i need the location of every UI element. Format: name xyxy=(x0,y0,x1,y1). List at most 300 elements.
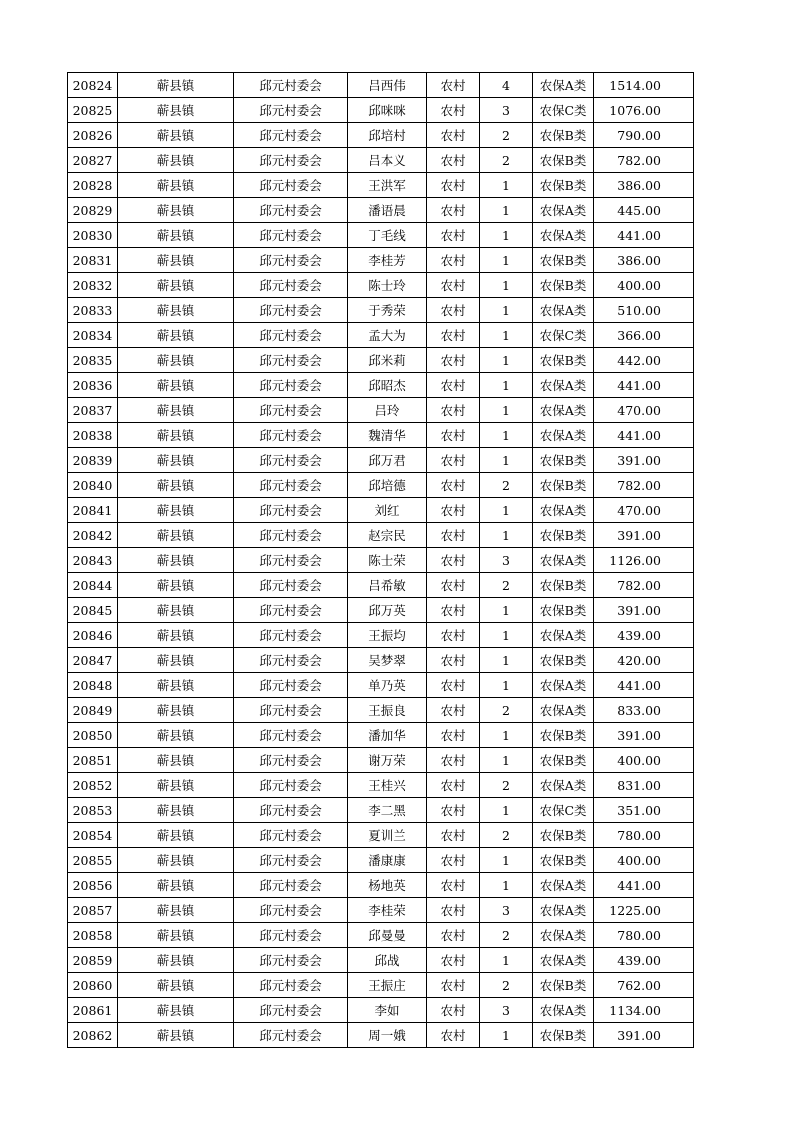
town-cell: 蕲县镇 xyxy=(118,473,234,498)
record-id-cell: 20859 xyxy=(68,948,118,973)
insurance-category-cell: 农保A类 xyxy=(533,623,594,648)
member-count-cell: 2 xyxy=(480,823,533,848)
record-id-cell: 20858 xyxy=(68,923,118,948)
member-count-cell: 4 xyxy=(480,73,533,98)
table-row xyxy=(68,248,694,273)
household-type-cell: 农村 xyxy=(427,398,480,423)
member-count-cell: 1 xyxy=(480,598,533,623)
member-count-cell: 1 xyxy=(480,623,533,648)
household-type-cell: 农村 xyxy=(427,1023,480,1048)
village-committee-cell: 邱元村委会 xyxy=(234,173,348,198)
village-committee-cell: 邱元村委会 xyxy=(234,198,348,223)
record-id-cell: 20848 xyxy=(68,673,118,698)
village-committee-cell: 邱元村委会 xyxy=(234,898,348,923)
record-id-cell: 20840 xyxy=(68,473,118,498)
name-cell: 李桂荣 xyxy=(348,898,427,923)
amount-cell: 366.00 xyxy=(594,323,694,348)
name-cell: 吴梦翠 xyxy=(348,648,427,673)
member-count-cell: 1 xyxy=(480,1023,533,1048)
record-id-cell: 20855 xyxy=(68,848,118,873)
amount-cell: 439.00 xyxy=(594,948,694,973)
town-cell: 蕲县镇 xyxy=(118,923,234,948)
table-row xyxy=(68,548,694,573)
village-committee-cell: 邱元村委会 xyxy=(234,748,348,773)
town-cell: 蕲县镇 xyxy=(118,748,234,773)
table-row xyxy=(68,998,694,1023)
amount-cell: 391.00 xyxy=(594,1023,694,1048)
member-count-cell: 1 xyxy=(480,223,533,248)
insurance-category-cell: 农保A类 xyxy=(533,548,594,573)
household-type-cell: 农村 xyxy=(427,473,480,498)
member-count-cell: 3 xyxy=(480,98,533,123)
name-cell: 丁毛线 xyxy=(348,223,427,248)
household-type-cell: 农村 xyxy=(427,673,480,698)
table-row xyxy=(68,498,694,523)
household-type-cell: 农村 xyxy=(427,973,480,998)
village-committee-cell: 邱元村委会 xyxy=(234,648,348,673)
household-type-cell: 农村 xyxy=(427,598,480,623)
household-type-cell: 农村 xyxy=(427,298,480,323)
household-type-cell: 农村 xyxy=(427,648,480,673)
village-committee-cell: 邱元村委会 xyxy=(234,823,348,848)
amount-cell: 400.00 xyxy=(594,273,694,298)
name-cell: 邱培德 xyxy=(348,473,427,498)
member-count-cell: 1 xyxy=(480,298,533,323)
amount-cell: 439.00 xyxy=(594,623,694,648)
table-row xyxy=(68,73,694,98)
record-id-cell: 20836 xyxy=(68,373,118,398)
village-committee-cell: 邱元村委会 xyxy=(234,548,348,573)
member-count-cell: 1 xyxy=(480,273,533,298)
name-cell: 潘康康 xyxy=(348,848,427,873)
name-cell: 邱昭杰 xyxy=(348,373,427,398)
amount-cell: 470.00 xyxy=(594,398,694,423)
record-id-cell: 20826 xyxy=(68,123,118,148)
record-id-cell: 20844 xyxy=(68,573,118,598)
record-id-cell: 20825 xyxy=(68,98,118,123)
record-id-cell: 20842 xyxy=(68,523,118,548)
insurance-category-cell: 农保B类 xyxy=(533,248,594,273)
village-committee-cell: 邱元村委会 xyxy=(234,623,348,648)
member-count-cell: 1 xyxy=(480,648,533,673)
village-committee-cell: 邱元村委会 xyxy=(234,598,348,623)
insurance-category-cell: 农保A类 xyxy=(533,198,594,223)
household-type-cell: 农村 xyxy=(427,523,480,548)
member-count-cell: 1 xyxy=(480,448,533,473)
name-cell: 李桂芳 xyxy=(348,248,427,273)
amount-cell: 470.00 xyxy=(594,498,694,523)
town-cell: 蕲县镇 xyxy=(118,673,234,698)
table-body xyxy=(68,73,694,1048)
town-cell: 蕲县镇 xyxy=(118,723,234,748)
insurance-category-cell: 农保C类 xyxy=(533,323,594,348)
member-count-cell: 3 xyxy=(480,548,533,573)
table-row xyxy=(68,648,694,673)
village-committee-cell: 邱元村委会 xyxy=(234,473,348,498)
amount-cell: 780.00 xyxy=(594,923,694,948)
insurance-category-cell: 农保B类 xyxy=(533,448,594,473)
member-count-cell: 1 xyxy=(480,373,533,398)
table-row xyxy=(68,923,694,948)
amount-cell: 782.00 xyxy=(594,148,694,173)
household-type-cell: 农村 xyxy=(427,273,480,298)
village-committee-cell: 邱元村委会 xyxy=(234,573,348,598)
record-id-cell: 20845 xyxy=(68,598,118,623)
record-id-cell: 20824 xyxy=(68,73,118,98)
village-committee-cell: 邱元村委会 xyxy=(234,998,348,1023)
name-cell: 李如 xyxy=(348,998,427,1023)
name-cell: 刘红 xyxy=(348,498,427,523)
member-count-cell: 1 xyxy=(480,748,533,773)
table-row xyxy=(68,298,694,323)
household-type-cell: 农村 xyxy=(427,848,480,873)
amount-cell: 441.00 xyxy=(594,673,694,698)
insurance-category-cell: 农保B类 xyxy=(533,273,594,298)
record-id-cell: 20828 xyxy=(68,173,118,198)
table-row xyxy=(68,848,694,873)
village-committee-cell: 邱元村委会 xyxy=(234,1023,348,1048)
household-type-cell: 农村 xyxy=(427,248,480,273)
amount-cell: 833.00 xyxy=(594,698,694,723)
name-cell: 潘加华 xyxy=(348,723,427,748)
member-count-cell: 1 xyxy=(480,873,533,898)
insurance-category-cell: 农保B类 xyxy=(533,648,594,673)
town-cell: 蕲县镇 xyxy=(118,373,234,398)
amount-cell: 1126.00 xyxy=(594,548,694,573)
table-row xyxy=(68,423,694,448)
insurance-category-cell: 农保B类 xyxy=(533,348,594,373)
member-count-cell: 1 xyxy=(480,948,533,973)
member-count-cell: 2 xyxy=(480,773,533,798)
insurance-category-cell: 农保B类 xyxy=(533,823,594,848)
town-cell: 蕲县镇 xyxy=(118,348,234,373)
town-cell: 蕲县镇 xyxy=(118,198,234,223)
amount-cell: 386.00 xyxy=(594,173,694,198)
record-id-cell: 20847 xyxy=(68,648,118,673)
table-row xyxy=(68,723,694,748)
village-committee-cell: 邱元村委会 xyxy=(234,773,348,798)
record-id-cell: 20853 xyxy=(68,798,118,823)
insurance-category-cell: 农保A类 xyxy=(533,698,594,723)
village-committee-cell: 邱元村委会 xyxy=(234,223,348,248)
name-cell: 王桂兴 xyxy=(348,773,427,798)
name-cell: 李二黑 xyxy=(348,798,427,823)
name-cell: 周一娥 xyxy=(348,1023,427,1048)
amount-cell: 391.00 xyxy=(594,723,694,748)
table-row xyxy=(68,698,694,723)
town-cell: 蕲县镇 xyxy=(118,773,234,798)
name-cell: 谢万荣 xyxy=(348,748,427,773)
name-cell: 邱米莉 xyxy=(348,348,427,373)
insurance-category-cell: 农保B类 xyxy=(533,598,594,623)
member-count-cell: 1 xyxy=(480,723,533,748)
household-type-cell: 农村 xyxy=(427,498,480,523)
name-cell: 陈士荣 xyxy=(348,548,427,573)
insurance-category-cell: 农保A类 xyxy=(533,998,594,1023)
name-cell: 邱曼曼 xyxy=(348,923,427,948)
amount-cell: 351.00 xyxy=(594,798,694,823)
insurance-category-cell: 农保B类 xyxy=(533,573,594,598)
amount-cell: 780.00 xyxy=(594,823,694,848)
table-row xyxy=(68,1023,694,1048)
insurance-category-cell: 农保C类 xyxy=(533,98,594,123)
name-cell: 邱培村 xyxy=(348,123,427,148)
table-row xyxy=(68,523,694,548)
table-row xyxy=(68,123,694,148)
village-committee-cell: 邱元村委会 xyxy=(234,373,348,398)
table-row xyxy=(68,173,694,198)
town-cell: 蕲县镇 xyxy=(118,648,234,673)
member-count-cell: 2 xyxy=(480,698,533,723)
household-type-cell: 农村 xyxy=(427,723,480,748)
name-cell: 邱战 xyxy=(348,948,427,973)
household-type-cell: 农村 xyxy=(427,148,480,173)
village-committee-cell: 邱元村委会 xyxy=(234,948,348,973)
amount-cell: 441.00 xyxy=(594,423,694,448)
member-count-cell: 1 xyxy=(480,323,533,348)
member-count-cell: 2 xyxy=(480,923,533,948)
name-cell: 王振均 xyxy=(348,623,427,648)
household-type-cell: 农村 xyxy=(427,798,480,823)
insurance-category-cell: 农保B类 xyxy=(533,173,594,198)
village-committee-cell: 邱元村委会 xyxy=(234,248,348,273)
insurance-category-cell: 农保A类 xyxy=(533,498,594,523)
name-cell: 邱万君 xyxy=(348,448,427,473)
table-row xyxy=(68,748,694,773)
town-cell: 蕲县镇 xyxy=(118,73,234,98)
household-type-cell: 农村 xyxy=(427,748,480,773)
member-count-cell: 1 xyxy=(480,398,533,423)
record-id-cell: 20830 xyxy=(68,223,118,248)
name-cell: 吕玲 xyxy=(348,398,427,423)
member-count-cell: 2 xyxy=(480,148,533,173)
record-id-cell: 20833 xyxy=(68,298,118,323)
amount-cell: 790.00 xyxy=(594,123,694,148)
record-id-cell: 20843 xyxy=(68,548,118,573)
table-row xyxy=(68,223,694,248)
record-id-cell: 20832 xyxy=(68,273,118,298)
village-committee-cell: 邱元村委会 xyxy=(234,423,348,448)
record-id-cell: 20841 xyxy=(68,498,118,523)
town-cell: 蕲县镇 xyxy=(118,548,234,573)
name-cell: 陈士玲 xyxy=(348,273,427,298)
table-row xyxy=(68,398,694,423)
name-cell: 潘语晨 xyxy=(348,198,427,223)
table-row xyxy=(68,323,694,348)
insurance-category-cell: 农保A类 xyxy=(533,898,594,923)
name-cell: 吕希敏 xyxy=(348,573,427,598)
name-cell: 吕西伟 xyxy=(348,73,427,98)
town-cell: 蕲县镇 xyxy=(118,423,234,448)
amount-cell: 782.00 xyxy=(594,573,694,598)
insurance-category-cell: 农保B类 xyxy=(533,123,594,148)
town-cell: 蕲县镇 xyxy=(118,223,234,248)
record-id-cell: 20854 xyxy=(68,823,118,848)
name-cell: 孟大为 xyxy=(348,323,427,348)
town-cell: 蕲县镇 xyxy=(118,1023,234,1048)
record-id-cell: 20861 xyxy=(68,998,118,1023)
town-cell: 蕲县镇 xyxy=(118,873,234,898)
table-row xyxy=(68,773,694,798)
household-type-cell: 农村 xyxy=(427,223,480,248)
village-committee-cell: 邱元村委会 xyxy=(234,398,348,423)
member-count-cell: 1 xyxy=(480,423,533,448)
household-type-cell: 农村 xyxy=(427,573,480,598)
town-cell: 蕲县镇 xyxy=(118,398,234,423)
amount-cell: 1134.00 xyxy=(594,998,694,1023)
record-id-cell: 20852 xyxy=(68,773,118,798)
household-type-cell: 农村 xyxy=(427,448,480,473)
town-cell: 蕲县镇 xyxy=(118,898,234,923)
village-committee-cell: 邱元村委会 xyxy=(234,498,348,523)
amount-cell: 441.00 xyxy=(594,873,694,898)
village-committee-cell: 邱元村委会 xyxy=(234,698,348,723)
insurance-category-cell: 农保B类 xyxy=(533,523,594,548)
member-count-cell: 1 xyxy=(480,248,533,273)
record-id-cell: 20846 xyxy=(68,623,118,648)
insurance-category-cell: 农保B类 xyxy=(533,748,594,773)
town-cell: 蕲县镇 xyxy=(118,523,234,548)
insurance-category-cell: 农保A类 xyxy=(533,398,594,423)
insurance-category-cell: 农保A类 xyxy=(533,673,594,698)
household-type-cell: 农村 xyxy=(427,873,480,898)
amount-cell: 1225.00 xyxy=(594,898,694,923)
record-id-cell: 20856 xyxy=(68,873,118,898)
name-cell: 王振庄 xyxy=(348,973,427,998)
household-type-cell: 农村 xyxy=(427,348,480,373)
village-committee-cell: 邱元村委会 xyxy=(234,123,348,148)
member-count-cell: 2 xyxy=(480,123,533,148)
village-committee-cell: 邱元村委会 xyxy=(234,973,348,998)
name-cell: 魏清华 xyxy=(348,423,427,448)
amount-cell: 400.00 xyxy=(594,848,694,873)
member-count-cell: 1 xyxy=(480,848,533,873)
household-type-cell: 农村 xyxy=(427,773,480,798)
insurance-category-cell: 农保B类 xyxy=(533,723,594,748)
town-cell: 蕲县镇 xyxy=(118,823,234,848)
table-row xyxy=(68,348,694,373)
household-type-cell: 农村 xyxy=(427,198,480,223)
member-count-cell: 1 xyxy=(480,673,533,698)
allowance-table xyxy=(67,72,694,1048)
amount-cell: 782.00 xyxy=(594,473,694,498)
town-cell: 蕲县镇 xyxy=(118,848,234,873)
insurance-category-cell: 农保A类 xyxy=(533,423,594,448)
amount-cell: 762.00 xyxy=(594,973,694,998)
insurance-category-cell: 农保B类 xyxy=(533,1023,594,1048)
record-id-cell: 20862 xyxy=(68,1023,118,1048)
amount-cell: 442.00 xyxy=(594,348,694,373)
insurance-category-cell: 农保A类 xyxy=(533,873,594,898)
village-committee-cell: 邱元村委会 xyxy=(234,348,348,373)
household-type-cell: 农村 xyxy=(427,73,480,98)
name-cell: 王振良 xyxy=(348,698,427,723)
table-row xyxy=(68,198,694,223)
table-row xyxy=(68,798,694,823)
village-committee-cell: 邱元村委会 xyxy=(234,298,348,323)
name-cell: 吕本义 xyxy=(348,148,427,173)
record-id-cell: 20829 xyxy=(68,198,118,223)
village-committee-cell: 邱元村委会 xyxy=(234,273,348,298)
member-count-cell: 1 xyxy=(480,498,533,523)
table-row xyxy=(68,873,694,898)
town-cell: 蕲县镇 xyxy=(118,448,234,473)
village-committee-cell: 邱元村委会 xyxy=(234,523,348,548)
town-cell: 蕲县镇 xyxy=(118,173,234,198)
insurance-category-cell: 农保B类 xyxy=(533,848,594,873)
household-type-cell: 农村 xyxy=(427,98,480,123)
household-type-cell: 农村 xyxy=(427,423,480,448)
household-type-cell: 农村 xyxy=(427,373,480,398)
village-committee-cell: 邱元村委会 xyxy=(234,673,348,698)
member-count-cell: 2 xyxy=(480,973,533,998)
village-committee-cell: 邱元村委会 xyxy=(234,723,348,748)
name-cell: 杨地英 xyxy=(348,873,427,898)
member-count-cell: 2 xyxy=(480,573,533,598)
table-row xyxy=(68,148,694,173)
record-id-cell: 20850 xyxy=(68,723,118,748)
amount-cell: 1514.00 xyxy=(594,73,694,98)
town-cell: 蕲县镇 xyxy=(118,298,234,323)
insurance-category-cell: 农保A类 xyxy=(533,223,594,248)
household-type-cell: 农村 xyxy=(427,323,480,348)
member-count-cell: 1 xyxy=(480,198,533,223)
record-id-cell: 20837 xyxy=(68,398,118,423)
village-committee-cell: 邱元村委会 xyxy=(234,323,348,348)
member-count-cell: 3 xyxy=(480,998,533,1023)
household-type-cell: 农村 xyxy=(427,123,480,148)
member-count-cell: 1 xyxy=(480,348,533,373)
household-type-cell: 农村 xyxy=(427,698,480,723)
member-count-cell: 2 xyxy=(480,473,533,498)
household-type-cell: 农村 xyxy=(427,998,480,1023)
record-id-cell: 20835 xyxy=(68,348,118,373)
amount-cell: 1076.00 xyxy=(594,98,694,123)
table-row xyxy=(68,98,694,123)
name-cell: 王洪军 xyxy=(348,173,427,198)
amount-cell: 441.00 xyxy=(594,373,694,398)
insurance-category-cell: 农保B类 xyxy=(533,973,594,998)
member-count-cell: 1 xyxy=(480,173,533,198)
table-row xyxy=(68,623,694,648)
insurance-category-cell: 农保A类 xyxy=(533,773,594,798)
town-cell: 蕲县镇 xyxy=(118,973,234,998)
name-cell: 于秀荣 xyxy=(348,298,427,323)
record-id-cell: 20849 xyxy=(68,698,118,723)
record-id-cell: 20857 xyxy=(68,898,118,923)
insurance-category-cell: 农保B类 xyxy=(533,148,594,173)
town-cell: 蕲县镇 xyxy=(118,698,234,723)
name-cell: 单乃英 xyxy=(348,673,427,698)
town-cell: 蕲县镇 xyxy=(118,123,234,148)
household-type-cell: 农村 xyxy=(427,823,480,848)
town-cell: 蕲县镇 xyxy=(118,323,234,348)
amount-cell: 420.00 xyxy=(594,648,694,673)
record-id-cell: 20839 xyxy=(68,448,118,473)
table-row xyxy=(68,823,694,848)
table-row xyxy=(68,673,694,698)
town-cell: 蕲县镇 xyxy=(118,598,234,623)
village-committee-cell: 邱元村委会 xyxy=(234,923,348,948)
table-row xyxy=(68,898,694,923)
household-type-cell: 农村 xyxy=(427,173,480,198)
amount-cell: 391.00 xyxy=(594,523,694,548)
amount-cell: 510.00 xyxy=(594,298,694,323)
village-committee-cell: 邱元村委会 xyxy=(234,73,348,98)
household-type-cell: 农村 xyxy=(427,923,480,948)
table-row xyxy=(68,448,694,473)
table-row xyxy=(68,948,694,973)
